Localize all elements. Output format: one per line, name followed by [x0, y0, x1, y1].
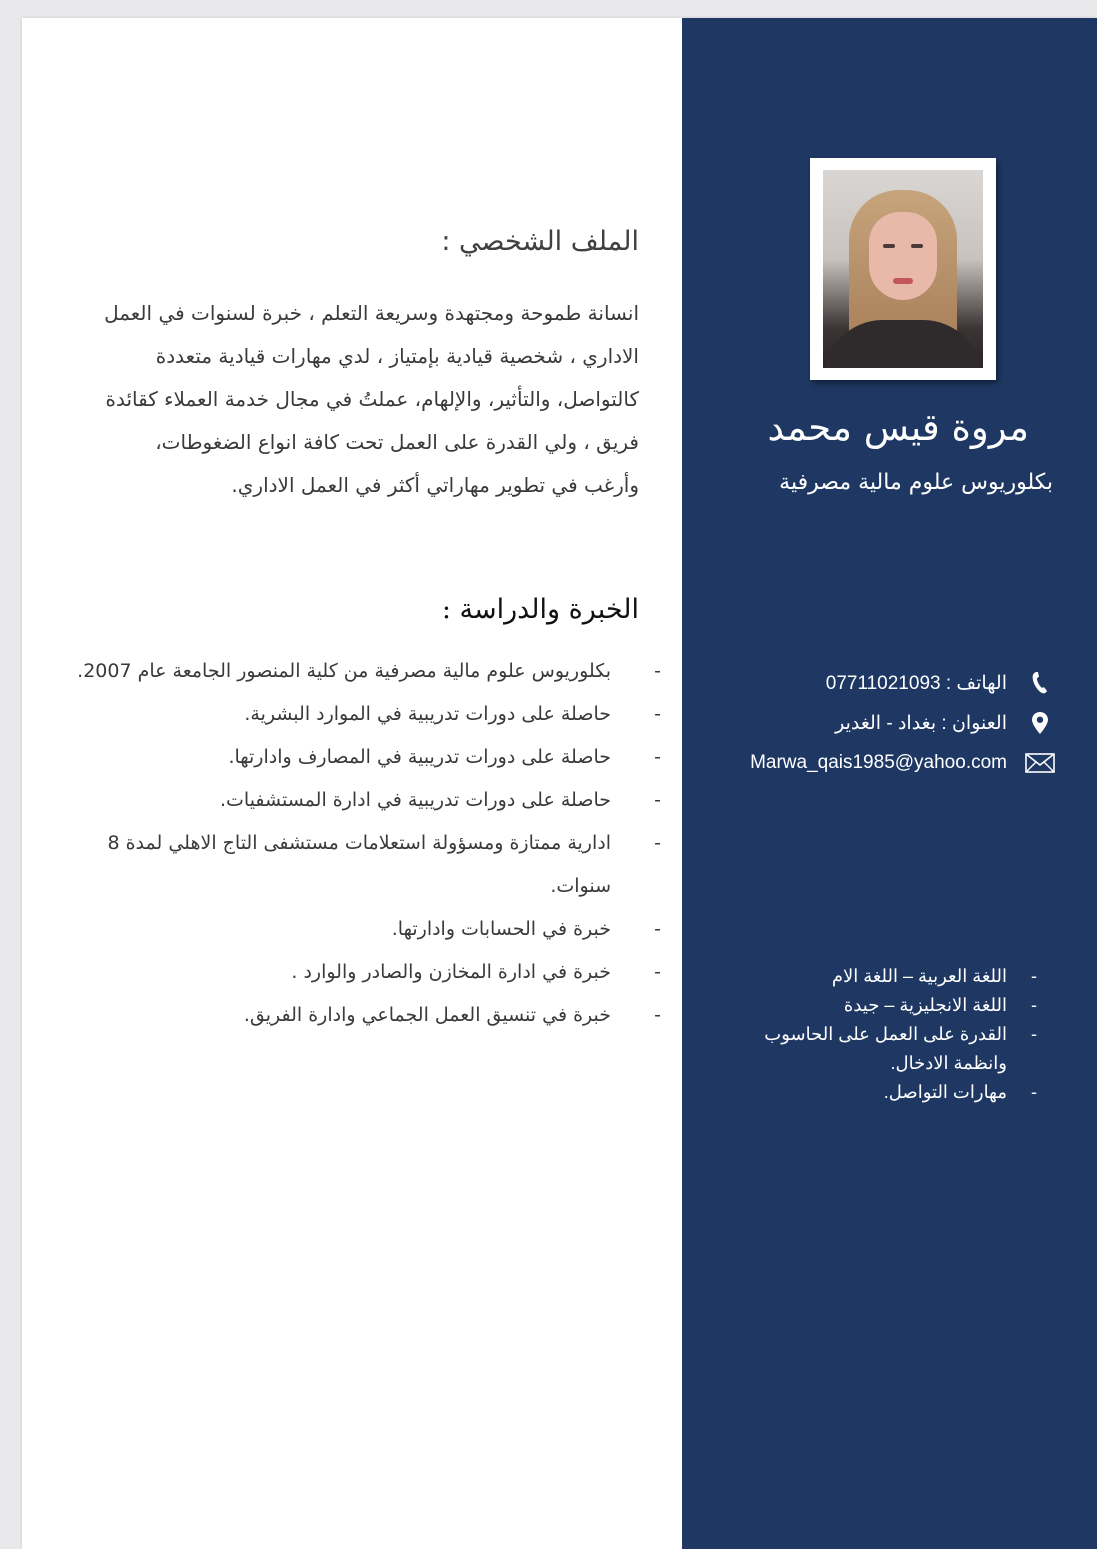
experience-item: - خبرة في ادارة المخازن والصادر والوارد . — [51, 951, 661, 994]
experience-heading: الخبرة والدراسة : — [441, 594, 639, 625]
envelope-icon — [1025, 753, 1055, 773]
skills-list — [717, 962, 1037, 1107]
experience-item: - حاصلة على دورات تدريبية في الموارد البشرية. — [51, 693, 661, 736]
phone-icon — [1025, 671, 1055, 695]
person-name: مروة قيس محمد — [767, 406, 1029, 449]
experience-item: - ادارية ممتازة ومسؤولة استعلامات مستشفى التاج الاهلي لمدة 8 سنوات. — [51, 822, 661, 908]
experience-item: - حاصلة على دورات تدريبية في ادارة المستشفيات. — [51, 779, 661, 822]
profile-summary: انسانة طموحة ومجتهدة وسريعة التعلم ، خبرة لسنوات في العمل الاداري ، شخصية قيادية بإمتياز ، لدي مهارات قيادية متعددة كالتواصل، والتأثير، والإلهام، عملتُ في مجال خدمة العملاء كقائدة فريق ، ولي القدرة على العمل تحت كافة انواع الضغوطات، وأرغب في تطوير مهاراتي أكثر في العمل الاداري. — [104, 301, 639, 497]
skill-item: - القدرة على العمل على الحاسوب وانظمة الادخال. — [717, 1020, 1037, 1078]
location-pin-icon — [1025, 712, 1055, 734]
resume-page — [22, 18, 1097, 1549]
skill-item: - مهارات التواصل. — [717, 1078, 1037, 1107]
skill-item: - اللغة الانجليزية – جيدة — [717, 991, 1037, 1020]
contact-phone — [826, 670, 1055, 696]
experience-item: - خبرة في الحسابات وادارتها. — [51, 908, 661, 951]
experience-item: - بكلوريوس علوم مالية مصرفية من كلية المنصور الجامعة عام 2007. — [51, 650, 661, 693]
profile-photo — [823, 170, 983, 368]
email-text: Marwa_qais1985@yahoo.com — [750, 752, 1007, 773]
skill-item: - اللغة العربية – اللغة الام — [717, 962, 1037, 991]
profile-photo-frame — [810, 158, 996, 380]
contact-email — [750, 750, 1055, 776]
phone-text: الهاتف : 07711021093 — [825, 672, 1007, 694]
contact-address — [835, 710, 1055, 736]
experience-item: - حاصلة على دورات تدريبية في المصارف وادارتها. — [51, 736, 661, 779]
address-text: العنوان : بغداد - الغدير — [835, 712, 1007, 734]
profile-heading: الملف الشخصي : — [441, 226, 639, 257]
person-degree: بكلوريوس علوم مالية مصرفية — [779, 470, 1053, 495]
sidebar — [682, 18, 1097, 1549]
experience-list — [51, 650, 661, 1037]
experience-item: - خبرة في تنسيق العمل الجماعي وادارة الفريق. — [51, 994, 661, 1037]
